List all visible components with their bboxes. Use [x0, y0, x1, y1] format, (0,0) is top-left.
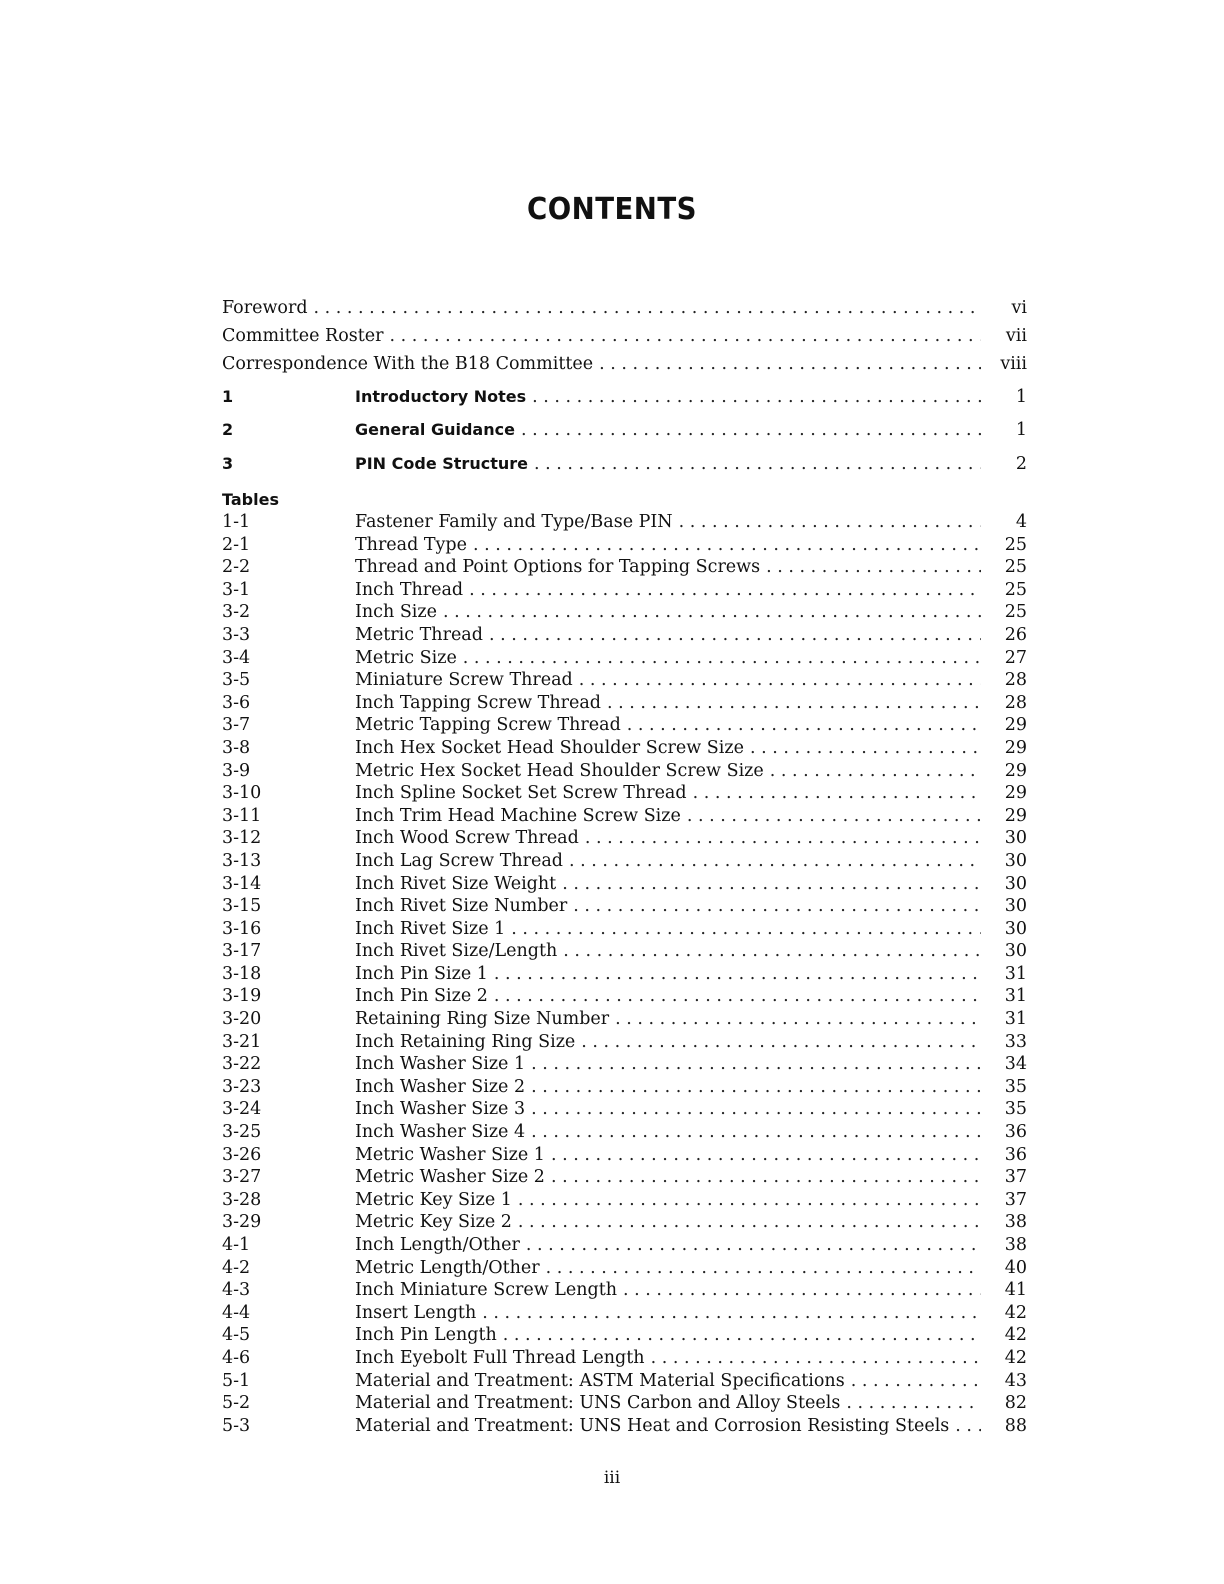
entry-title: Inch Spline Socket Set Screw Thread	[355, 783, 687, 804]
dot-leader	[518, 1190, 981, 1210]
toc-entry[interactable]	[222, 512, 1027, 535]
toc-entry[interactable]	[222, 1032, 1027, 1055]
dot-leader	[494, 964, 981, 984]
entry-page: viii	[1000, 354, 1027, 374]
entry-title: Metric Thread	[355, 624, 483, 645]
toc-entry[interactable]	[222, 648, 1027, 671]
entry-title: Inch Tapping Screw Thread	[355, 692, 601, 713]
toc-entry[interactable]	[222, 1009, 1027, 1032]
entry-page: 28	[1004, 692, 1027, 713]
entry-title: Material and Treatment: ASTM Material Specifications	[355, 1370, 845, 1391]
toc-entry[interactable]	[222, 387, 1027, 420]
entry-title: Inch Length/Other	[355, 1235, 520, 1255]
entry-title: General Guidance	[355, 420, 515, 440]
entry-page: 25	[1004, 557, 1027, 578]
entry-title: Thread Type	[355, 534, 467, 555]
entry-title: Inch Eyebolt Full Thread Length	[355, 1347, 645, 1368]
dot-leader	[693, 783, 981, 803]
entry-page: 25	[1004, 534, 1027, 555]
entry-title: Inch Size	[355, 602, 437, 623]
dot-leader	[521, 420, 981, 440]
tables-heading: Tables	[222, 490, 279, 509]
entry-title: Inch Rivet Size 1	[355, 918, 506, 939]
entry-number: 4-1	[222, 1235, 251, 1255]
entry-title: Inch Washer Size 1	[355, 1054, 526, 1075]
dot-leader	[511, 919, 981, 939]
toc-entry[interactable]	[222, 1303, 1027, 1326]
entry-number: 3-19	[222, 986, 262, 1007]
entry-page: 29	[1004, 783, 1027, 804]
entry-number: 3-9	[222, 760, 251, 781]
entry-page: 30	[1004, 941, 1027, 962]
entry-page: 37	[1004, 1189, 1027, 1210]
dot-leader	[846, 1393, 981, 1413]
entry-title: Committee Roster	[222, 326, 384, 346]
entry-page: 31	[1004, 1009, 1027, 1030]
entry-page: 36	[1004, 1122, 1027, 1143]
dot-leader	[463, 648, 981, 668]
entry-title: Metric Length/Other	[355, 1257, 540, 1278]
entry-title: Inch Retaining Ring Size	[355, 1031, 576, 1052]
dot-leader	[851, 1371, 981, 1391]
dot-leader	[551, 1145, 981, 1165]
entry-number: 4-5	[222, 1325, 251, 1346]
toc-entry[interactable]	[222, 761, 1027, 784]
entry-page: 43	[1004, 1370, 1027, 1391]
entry-page: 30	[1004, 896, 1027, 917]
toc-entry[interactable]	[222, 1054, 1027, 1077]
dot-leader	[581, 1032, 981, 1052]
entry-number: 3	[222, 453, 234, 473]
toc-entry[interactable]	[222, 874, 1027, 897]
entry-number: 3-7	[222, 715, 251, 736]
entry-number: 1-1	[222, 512, 251, 532]
dot-leader	[573, 896, 981, 916]
dot-leader	[531, 1077, 981, 1097]
toc-entry[interactable]	[222, 693, 1027, 716]
entry-title: Material and Treatment: UNS Carbon and Alloy Steels	[355, 1393, 841, 1414]
entry-title: Inch Miniature Screw Length	[355, 1280, 618, 1301]
toc-entry[interactable]	[222, 986, 1027, 1009]
toc-entry[interactable]	[222, 1393, 1027, 1416]
entry-title: Metric Key Size 1	[355, 1189, 512, 1210]
dot-leader	[627, 715, 981, 735]
toc-entry[interactable]	[222, 806, 1027, 829]
toc-entry[interactable]	[222, 828, 1027, 851]
entry-title: Thread and Point Options for Tapping Screws	[355, 557, 761, 578]
entry-number: 3-6	[222, 692, 251, 713]
toc-entry[interactable]	[222, 1258, 1027, 1281]
entry-number: 3-15	[222, 896, 262, 917]
entry-title: Inch Rivet Size Number	[355, 896, 568, 917]
dot-leader	[503, 1325, 981, 1345]
entry-page: 31	[1004, 986, 1027, 1007]
dot-leader	[585, 828, 981, 848]
entry-number: 3-18	[222, 963, 262, 984]
toc-entry[interactable]	[222, 1280, 1027, 1303]
dot-leader	[955, 1416, 981, 1436]
toc-entry[interactable]	[222, 941, 1027, 964]
entry-number: 3-3	[222, 624, 251, 645]
entry-number: 3-17	[222, 941, 262, 962]
dot-leader	[607, 693, 981, 713]
dot-leader	[531, 1054, 981, 1074]
dot-leader	[563, 941, 981, 961]
entry-title: Inch Pin Length	[355, 1325, 497, 1346]
tables-list	[222, 512, 1027, 1438]
entry-title: Correspondence With the B18 Committee	[222, 354, 594, 374]
dot-leader	[534, 454, 981, 474]
toc-entry[interactable]	[222, 454, 1027, 487]
dot-leader	[615, 1009, 981, 1029]
dot-leader	[526, 1235, 981, 1255]
dot-leader	[314, 298, 981, 318]
entry-page: 82	[1004, 1393, 1027, 1414]
entry-page: 38	[1004, 1212, 1027, 1233]
dot-leader	[551, 1167, 981, 1187]
entry-title: Miniature Screw Thread	[355, 670, 573, 691]
entry-title: Inch Washer Size 4	[355, 1122, 526, 1143]
entry-number: 3-14	[222, 873, 262, 894]
entry-title: Metric Washer Size 2	[355, 1167, 545, 1188]
entry-title: Inch Rivet Size Weight	[355, 873, 557, 894]
toc-entry[interactable]	[222, 1416, 1027, 1439]
entry-number: 2-2	[222, 557, 251, 578]
dot-leader	[679, 512, 981, 532]
entry-page: 30	[1004, 873, 1027, 894]
dot-leader	[489, 625, 981, 645]
toc-entry[interactable]	[222, 715, 1027, 738]
toc-entry[interactable]	[222, 1167, 1027, 1190]
entry-number: 3-8	[222, 737, 251, 758]
dot-leader	[443, 602, 981, 622]
entry-title: Inch Pin Size 1	[355, 963, 488, 984]
dot-leader	[532, 387, 981, 407]
dot-leader	[546, 1258, 981, 1278]
entry-page: 35	[1004, 1076, 1027, 1097]
dot-leader	[599, 354, 981, 374]
entry-page: vi	[1011, 298, 1027, 318]
entry-page: 37	[1004, 1167, 1027, 1188]
entry-number: 3-2	[222, 602, 251, 623]
toc-entry[interactable]	[222, 1099, 1027, 1122]
entry-number: 4-3	[222, 1280, 251, 1301]
toc-entry[interactable]	[222, 535, 1027, 558]
entry-page: 29	[1004, 715, 1027, 736]
entry-title: Metric Key Size 2	[355, 1212, 512, 1233]
dot-leader	[469, 580, 981, 600]
dot-leader	[518, 1212, 981, 1232]
entry-number: 3-28	[222, 1189, 262, 1210]
entry-number: 3-12	[222, 828, 262, 849]
dot-leader	[473, 535, 981, 555]
toc-entry[interactable]	[222, 670, 1027, 693]
toc-entry[interactable]	[222, 1348, 1027, 1371]
entry-title: Inch Rivet Size/Length	[355, 941, 558, 962]
entry-number: 4-4	[222, 1302, 251, 1323]
toc-entry[interactable]	[222, 298, 1027, 326]
entry-number: 3-22	[222, 1054, 262, 1075]
entry-title: Inch Hex Socket Head Shoulder Screw Size	[355, 737, 744, 758]
toc-entry[interactable]	[222, 1235, 1027, 1258]
toc-entry[interactable]	[222, 851, 1027, 874]
entry-title: Retaining Ring Size Number	[355, 1009, 610, 1030]
toc-entry[interactable]	[222, 783, 1027, 806]
entry-page: 1	[1015, 387, 1027, 407]
dot-leader	[569, 851, 981, 871]
entry-title: Inch Wood Screw Thread	[355, 828, 579, 849]
dot-leader	[531, 1099, 981, 1119]
toc-entry[interactable]	[222, 738, 1027, 761]
page-number: iii	[603, 1468, 621, 1488]
entry-title: Introductory Notes	[355, 387, 527, 406]
entry-title: Material and Treatment: UNS Heat and Corrosion Resisting Steels	[355, 1415, 950, 1436]
entry-page: 42	[1004, 1302, 1027, 1323]
toc-entry[interactable]	[222, 625, 1027, 648]
dot-leader	[750, 738, 981, 758]
entry-number: 5-3	[222, 1415, 251, 1436]
entry-number: 2	[222, 420, 234, 440]
entry-page: 42	[1004, 1325, 1027, 1346]
entry-title: PIN Code Structure	[355, 453, 528, 473]
entry-title: Foreword	[222, 298, 308, 318]
entry-number: 3-27	[222, 1167, 262, 1188]
entry-page: 29	[1004, 760, 1027, 781]
entry-number: 3-23	[222, 1076, 262, 1097]
toc-entry[interactable]	[222, 1190, 1027, 1213]
entry-number: 3-10	[222, 783, 262, 804]
entry-number: 3-25	[222, 1122, 262, 1143]
entry-page: 31	[1004, 963, 1027, 984]
entry-title: Insert Length	[355, 1302, 477, 1323]
entry-page: 2	[1015, 453, 1027, 474]
entry-page: 30	[1004, 850, 1027, 871]
entry-number: 3-13	[222, 850, 262, 871]
entry-page: 26	[1004, 624, 1027, 645]
dot-leader	[494, 986, 981, 1006]
entry-page: 33	[1004, 1031, 1027, 1052]
front-matter-list	[222, 298, 1027, 382]
toc-entry[interactable]	[222, 1325, 1027, 1348]
toc-entry[interactable]	[222, 354, 1027, 382]
entry-page: 28	[1004, 670, 1027, 691]
page-title: CONTENTS	[527, 192, 697, 227]
entry-title: Inch Thread	[355, 579, 464, 600]
entry-page: 30	[1004, 918, 1027, 939]
entry-page: 40	[1004, 1257, 1027, 1278]
entry-page: 1	[1015, 420, 1027, 441]
entry-page: 27	[1004, 647, 1027, 668]
entry-number: 5-1	[222, 1370, 251, 1391]
toc-entry[interactable]	[222, 326, 1027, 354]
toc-entry[interactable]	[222, 919, 1027, 942]
toc-entry[interactable]	[222, 580, 1027, 603]
entry-page: 38	[1004, 1235, 1027, 1255]
toc-entry[interactable]	[222, 964, 1027, 987]
entry-page: 41	[1004, 1280, 1027, 1301]
entry-number: 1	[222, 387, 234, 406]
dot-leader	[687, 806, 981, 826]
entry-number: 5-2	[222, 1393, 251, 1414]
entry-number: 3-1	[222, 579, 251, 600]
entry-number: 4-6	[222, 1347, 251, 1368]
entry-title: Inch Washer Size 2	[355, 1076, 526, 1097]
entry-number: 3-11	[222, 805, 262, 826]
entry-number: 3-29	[222, 1212, 262, 1233]
entry-number: 3-24	[222, 1099, 262, 1120]
entry-number: 3-5	[222, 670, 251, 691]
entry-title: Metric Tapping Screw Thread	[355, 715, 621, 736]
toc-entry[interactable]	[222, 1371, 1027, 1394]
dot-leader	[482, 1303, 981, 1323]
entry-number: 4-2	[222, 1257, 251, 1278]
entry-title: Metric Hex Socket Head Shoulder Screw Size	[355, 760, 764, 781]
entry-title: Fastener Family and Type/Base PIN	[355, 512, 673, 532]
entry-title: Inch Lag Screw Thread	[355, 850, 563, 871]
entry-number: 3-26	[222, 1144, 262, 1165]
entry-page: 25	[1004, 602, 1027, 623]
entry-number: 3-16	[222, 918, 262, 939]
entry-number: 3-20	[222, 1009, 262, 1030]
dot-leader	[623, 1280, 981, 1300]
toc-entry[interactable]	[222, 602, 1027, 625]
dot-leader	[770, 761, 981, 781]
entry-page: 34	[1004, 1054, 1027, 1075]
dot-leader	[390, 326, 982, 346]
entry-number: 2-1	[222, 534, 251, 555]
entry-page: 4	[1015, 512, 1027, 532]
dot-leader	[579, 670, 981, 690]
entry-title: Metric Washer Size 1	[355, 1144, 545, 1165]
entry-page: 42	[1004, 1347, 1027, 1368]
section-list	[222, 387, 1027, 487]
entry-page: 88	[1004, 1415, 1027, 1436]
entry-number: 3-21	[222, 1031, 262, 1052]
entry-number: 3-4	[222, 647, 251, 668]
entry-title: Inch Trim Head Machine Screw Size	[355, 805, 681, 826]
toc-entry[interactable]	[222, 1122, 1027, 1145]
entry-page: 36	[1004, 1144, 1027, 1165]
entry-title: Metric Size	[355, 647, 457, 668]
toc-entry[interactable]	[222, 896, 1027, 919]
entry-page: 30	[1004, 828, 1027, 849]
entry-page: vii	[1005, 326, 1027, 346]
dot-leader	[651, 1348, 981, 1368]
toc-entry[interactable]	[222, 1212, 1027, 1235]
entry-title: Inch Washer Size 3	[355, 1099, 526, 1120]
entry-page: 35	[1004, 1099, 1027, 1120]
toc-entry[interactable]	[222, 1077, 1027, 1100]
dot-leader	[562, 874, 981, 894]
toc-entry[interactable]	[222, 557, 1027, 580]
entry-page: 25	[1004, 579, 1027, 600]
dot-leader	[531, 1122, 981, 1142]
entry-page: 29	[1004, 805, 1027, 826]
toc-entry[interactable]	[222, 420, 1027, 453]
dot-leader	[766, 557, 981, 577]
entry-title: Inch Pin Size 2	[355, 986, 488, 1007]
toc-entry[interactable]	[222, 1145, 1027, 1168]
entry-page: 29	[1004, 737, 1027, 758]
